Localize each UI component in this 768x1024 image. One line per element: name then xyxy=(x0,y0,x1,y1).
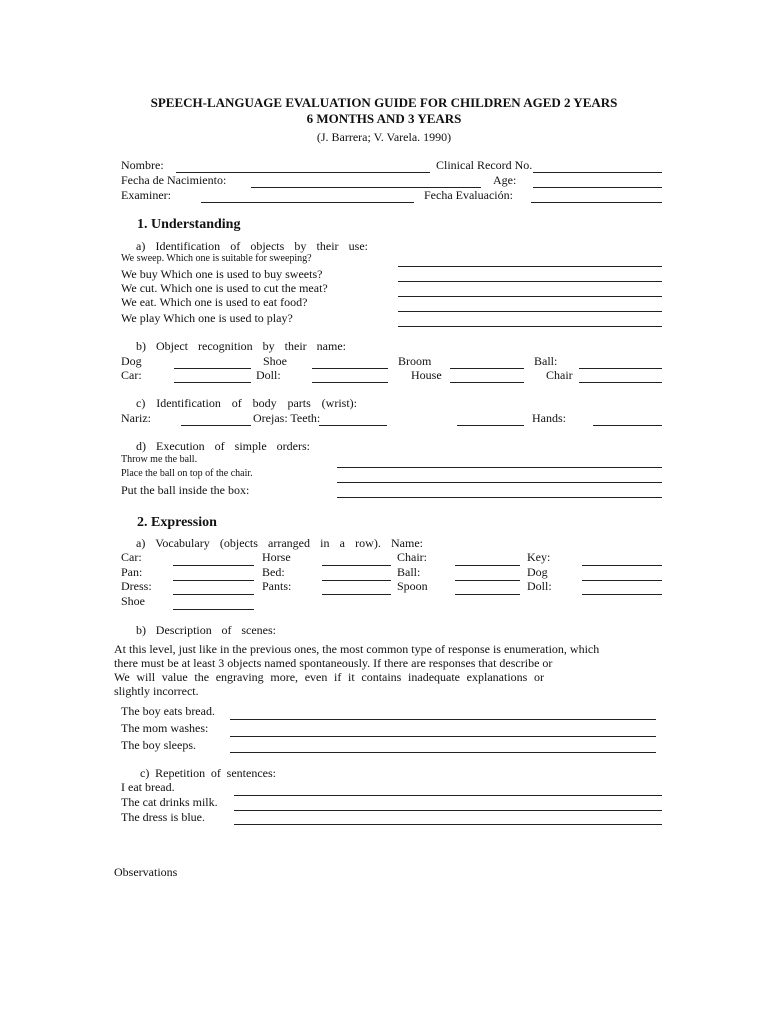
recognition-car-label: Car: xyxy=(121,368,142,382)
vocab-shoe-label: Shoe xyxy=(121,594,145,608)
scenes-paragraph-line-3: We will value the engraving more, even if it contains inadequate explanations or xyxy=(114,670,544,684)
body-nariz-label: Nariz: xyxy=(121,411,151,425)
scene-item-3: The boy sleeps. xyxy=(121,738,196,752)
scenes-paragraph-line-1: At this level, just like in the previous ones, the most common type of response is enumeration, which xyxy=(114,642,600,656)
orders-answer-3[interactable] xyxy=(337,497,662,498)
recognition-chair-label: Chair xyxy=(546,368,573,382)
vocab-dress-field[interactable] xyxy=(173,594,254,595)
vocab-ball-label: Ball: xyxy=(397,565,421,579)
understanding-a-item-3: We cut. Which one is used to cut the meat? xyxy=(121,281,328,295)
expression-b-title: b) Description of scenes: xyxy=(136,623,276,637)
vocab-pants-field[interactable] xyxy=(322,594,391,595)
nombre-label: Nombre: xyxy=(121,158,164,172)
vocab-key-field[interactable] xyxy=(582,565,662,566)
authors-citation: (J. Barrera; V. Varela. 1990) xyxy=(316,130,452,144)
recognition-ball-label: Ball: xyxy=(534,354,558,368)
vocab-key-label: Key: xyxy=(527,550,551,564)
understanding-a-answer-1[interactable] xyxy=(398,266,662,267)
vocab-pants-label: Pants: xyxy=(262,579,292,593)
recognition-house-label: House xyxy=(411,368,442,382)
fecha-nacimiento-label: Fecha de Nacimiento: xyxy=(121,173,227,187)
vocab-dog-field[interactable] xyxy=(582,580,662,581)
vocab-chair-label: Chair: xyxy=(397,550,427,564)
recognition-dog-label: Dog xyxy=(121,354,142,368)
orders-item-1: Throw me the ball. xyxy=(121,454,198,465)
vocab-car-label: Car: xyxy=(121,550,142,564)
understanding-a-item-1: We sweep. Which one is suitable for sweeping? xyxy=(121,253,312,264)
body-hands-field[interactable] xyxy=(593,425,662,426)
recognition-broom-label: Broom xyxy=(398,354,432,368)
vocab-doll-label: Doll: xyxy=(527,579,552,593)
body-nariz-field[interactable] xyxy=(181,425,251,426)
age-label: Age: xyxy=(493,173,517,187)
body-blank-field[interactable] xyxy=(457,425,524,426)
recognition-dog-field[interactable] xyxy=(174,368,251,369)
clinical-record-label: Clinical Record No. xyxy=(436,158,533,172)
vocab-horse-label: Horse xyxy=(262,550,291,564)
body-orejas-teeth-label: Orejas: Teeth: xyxy=(253,411,321,425)
scene-item-2: The mom washes: xyxy=(121,721,209,735)
understanding-a-answer-2[interactable] xyxy=(398,281,662,282)
section-expression-heading: 2. Expression xyxy=(137,515,217,530)
vocab-dog-label: Dog xyxy=(527,565,548,579)
vocab-bed-label: Bed: xyxy=(262,565,285,579)
scenes-paragraph-line-4: slightly incorrect. xyxy=(114,684,199,698)
body-orejas-teeth-field[interactable] xyxy=(319,425,387,426)
document-title: SPEECH-LANGUAGE EVALUATION GUIDE FOR CHILDREN AGED 2 YEARS xyxy=(150,95,618,110)
recognition-shoe-field[interactable] xyxy=(312,368,388,369)
understanding-a-title: a) Identification of objects by their use: xyxy=(136,239,368,253)
vocab-pan-field[interactable] xyxy=(173,580,254,581)
vocab-horse-field[interactable] xyxy=(322,565,391,566)
understanding-a-answer-5[interactable] xyxy=(398,326,662,327)
scene-answer-2[interactable] xyxy=(230,736,656,737)
repetition-answer-2[interactable] xyxy=(234,810,662,811)
understanding-a-item-5: We play Which one is used to play? xyxy=(121,311,293,325)
recognition-chair-field[interactable] xyxy=(579,382,662,383)
recognition-house-field[interactable] xyxy=(450,382,524,383)
examiner-field[interactable] xyxy=(201,202,414,203)
understanding-a-answer-3[interactable] xyxy=(398,296,662,297)
section-understanding-heading: 1. Understanding xyxy=(137,217,241,232)
repetition-answer-1[interactable] xyxy=(234,795,662,796)
orders-answer-1[interactable] xyxy=(337,467,662,468)
understanding-a-item-2: We buy Which one is used to buy sweets? xyxy=(121,267,323,281)
understanding-c-title: c) Identification of body parts (wrist): xyxy=(136,396,357,410)
vocab-bed-field[interactable] xyxy=(322,580,391,581)
vocab-chair-field[interactable] xyxy=(455,565,520,566)
vocab-shoe-field[interactable] xyxy=(173,609,254,610)
understanding-b-title: b) Object recognition by their name: xyxy=(136,339,346,353)
understanding-a-item-4: We eat. Which one is used to eat food? xyxy=(121,295,308,309)
understanding-d-title: d) Execution of simple orders: xyxy=(136,439,310,453)
recognition-doll-field[interactable] xyxy=(312,382,388,383)
scene-item-1: The boy eats bread. xyxy=(121,704,215,718)
expression-c-title: c) Repetition of sentences: xyxy=(140,766,276,780)
fecha-evaluacion-field[interactable] xyxy=(531,202,662,203)
recognition-ball-field[interactable] xyxy=(579,368,662,369)
scenes-paragraph-line-2: there must be at least 3 objects named spontaneously. If there are responses that describe or xyxy=(114,656,553,670)
orders-item-2: Place the ball on top of the chair. xyxy=(121,468,253,479)
vocab-pan-label: Pan: xyxy=(121,565,143,579)
observations-label: Observations xyxy=(114,865,178,879)
scene-answer-3[interactable] xyxy=(230,752,656,753)
recognition-doll-label: Doll: xyxy=(256,368,281,382)
document-subtitle: 6 MONTHS AND 3 YEARS xyxy=(306,111,462,126)
orders-item-3: Put the ball inside the box: xyxy=(121,483,250,497)
recognition-car-field[interactable] xyxy=(174,382,251,383)
repetition-item-3: The dress is blue. xyxy=(121,810,205,824)
vocab-doll-field[interactable] xyxy=(582,594,662,595)
scene-answer-1[interactable] xyxy=(230,719,656,720)
vocab-spoon-label: Spoon xyxy=(397,579,428,593)
recognition-shoe-label: Shoe xyxy=(263,354,287,368)
repetition-item-2: The cat drinks milk. xyxy=(121,795,218,809)
age-field[interactable] xyxy=(533,187,662,188)
expression-a-title: a) Vocabulary (objects arranged in a row). Name: xyxy=(136,536,423,550)
fecha-evaluacion-label: Fecha Evaluación: xyxy=(424,188,513,202)
examiner-label: Examiner: xyxy=(121,188,171,202)
orders-answer-2[interactable] xyxy=(337,482,662,483)
vocab-spoon-field[interactable] xyxy=(455,594,520,595)
vocab-dress-label: Dress: xyxy=(121,579,152,593)
vocab-ball-field[interactable] xyxy=(455,580,520,581)
clinical-record-field[interactable] xyxy=(533,172,662,173)
repetition-item-1: I eat bread. xyxy=(121,780,175,794)
understanding-a-answer-4[interactable] xyxy=(398,311,662,312)
vocab-car-field[interactable] xyxy=(173,565,254,566)
repetition-answer-3[interactable] xyxy=(234,824,662,825)
body-hands-label: Hands: xyxy=(532,411,566,425)
recognition-broom-field[interactable] xyxy=(450,368,524,369)
